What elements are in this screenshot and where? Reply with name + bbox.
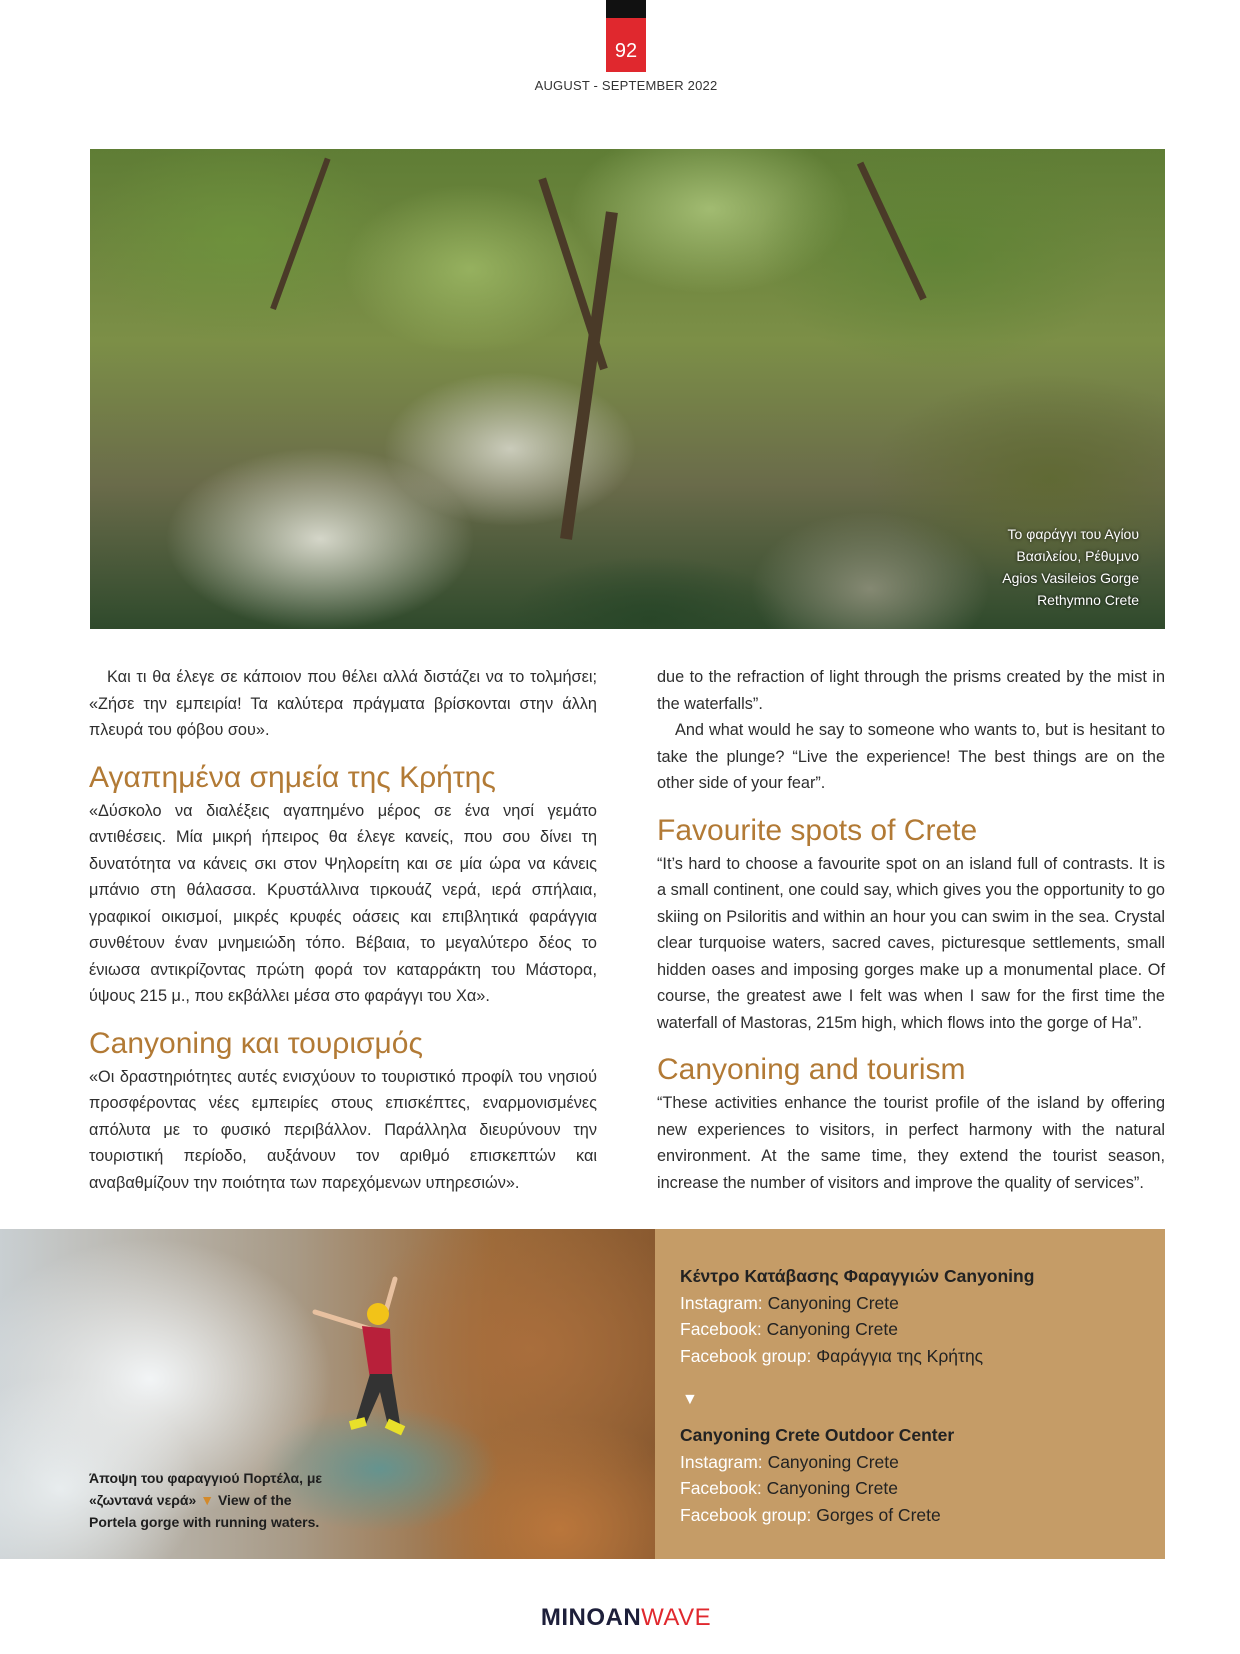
- caption-greek: Άποψη του φαραγγιού Πορτέλα, με «ζωντανά νερά»: [89, 1470, 323, 1508]
- canyoning-photo-caption: [89, 1467, 329, 1533]
- tree-branch: [270, 158, 330, 310]
- facebook-value[interactable]: Canyoning Crete: [766, 1319, 898, 1339]
- english-tourism-text: “These activities enhance the tourist profile of the island by offering new experiences to visitors, in perfect harmony with the natural environment. At the same time, they extend the tourist season, increase the number of visitors and improve the quality of services”.: [657, 1094, 1165, 1192]
- caption-line: Rethymno Crete: [1037, 592, 1139, 608]
- gorge-photo: [90, 149, 1165, 629]
- info-group-greek: [680, 1343, 1034, 1370]
- canyoning-photo: [0, 1229, 655, 1559]
- info-facebook-greek: [680, 1316, 1034, 1343]
- info-facebook-english: [680, 1475, 954, 1502]
- instagram-label: Instagram:: [680, 1451, 763, 1472]
- caption-line: Agios Vasileios Gorge: [1002, 570, 1139, 586]
- page-number: 92: [614, 40, 638, 62]
- caption-line: Το φαράγγι του Αγίου: [1007, 526, 1139, 542]
- logo-wave: WAVE: [641, 1604, 712, 1631]
- greek-heading-tourism: Canyoning και τουρισμός: [89, 1026, 423, 1060]
- facebook-group-value[interactable]: Gorges of Crete: [816, 1504, 941, 1525]
- caption-english: View of the Portela gorge with running waters.: [89, 1492, 320, 1530]
- facebook-group-label: Facebook group:: [680, 1504, 812, 1525]
- english-continuation: due to the refraction of light through the prisms created by the mist in the waterfalls”.: [657, 668, 1165, 713]
- info-title-greek: Κέντρο Κατάβασης Φαραγγιών Canyoning: [680, 1266, 1035, 1286]
- info-group-english: [680, 1502, 954, 1529]
- greek-intro: Και τι θα έλεγε σε κάποιον που θέλει αλλά διστάζει να το τολμήσει; «Ζήσε την εμπειρία! Τα καλύτερα πράγματα βρίσκονται στην άλλη πλευρά του φόβου σου».: [89, 668, 597, 739]
- instagram-label: Instagram:: [680, 1292, 763, 1313]
- facebook-label: Facebook:: [680, 1478, 762, 1498]
- page-tab-top: [606, 0, 646, 18]
- facebook-label: Facebook:: [680, 1319, 762, 1339]
- caption-arrow-icon: ▼: [200, 1492, 215, 1508]
- english-advice: And what would he say to someone who wants to, but is hesitant to take the plunge? “Live the experience! The best things are on the other side of your fear”.: [657, 721, 1165, 792]
- english-spots-text: “It’s hard to choose a favourite spot on an island full of contrasts. It is a small continent, one could say, which gives you the opportunity to go skiing on Psiloritis and within an hour you can swim in the sea. Crystal clear turquoise waters, sacred caves, picturesque settlements, small hidden oases and imposing gorges make up a monumental place. Of course, the greatest awe I felt was when I saw for the first time the waterfall of Mastoras, 215m high, which flows into the gorge of Ha”.: [657, 854, 1165, 1032]
- greek-spots-text: «Δύσκολο να διαλέξεις αγαπημένο μέρος σε ένα νησί γεμάτο αντιθέσεις. Μία μικρή ήπειρος θα έλεγε κανείς, που σου δίνει τη δυνατότητα να κάνεις σκι στον Ψηλορείτη και σε μία ώρα να κάνεις μπάνιο στη θάλασσα. Κρυστάλλινα τιρκουάζ νερά, ιερά σπήλαια, γραφικοί οικισμοί, μικρές κρυφές οάσεις και επιβλητικά φαράγγια συνθέτουν έναν μνημειώδη τόπο. Βέβαια, το μεγαλύτερο δέος το ένιωσα αντικρίζοντας πρώτη φορά τον καταρράκτη του Μάστορα, ύψους 215 μ., που εκβάλλει μέσα στο φαράγγι του Χα».: [89, 801, 597, 1005]
- magazine-logo: [0, 1604, 1240, 1632]
- facebook-group-value[interactable]: Φαράγγια της Κρήτης: [816, 1345, 984, 1366]
- greek-tourism-text: «Οι δραστηριότητες αυτές ενισχύουν το τουριστικό προφίλ του νησιού προσφέροντας νέες εμπειρίες στους επισκέπτες, εναρμονισμένες απόλυτα με το φυσικό περιβάλλον. Παράλληλα διευρύνουν την τουριστική περίοδο, αυξάνουν τον αριθμό επισκεπτών και αναβαθμίζουν την ποιότητα των παρεχόμενων υπηρεσιών».: [89, 1067, 597, 1192]
- info-block-greek: [680, 1263, 1034, 1369]
- issue-date: AUGUST - SEPTEMBER 2022: [534, 78, 718, 93]
- instagram-value[interactable]: Canyoning Crete: [767, 1451, 899, 1472]
- info-block-english: [680, 1422, 954, 1528]
- greek-column: [89, 664, 597, 1196]
- facebook-value[interactable]: Canyoning Crete: [766, 1478, 898, 1498]
- page-tab: [606, 0, 646, 72]
- tree-branch: [857, 162, 927, 301]
- photo-caption: [1002, 523, 1139, 611]
- greek-heading-spots: Αγαπημένα σημεία της Κρήτης: [89, 760, 496, 794]
- english-column: [657, 664, 1165, 1196]
- info-instagram-greek: [680, 1290, 1034, 1317]
- jumper-figure: [300, 1274, 430, 1454]
- logo-minoan: MINOAN: [540, 1604, 642, 1631]
- instagram-value[interactable]: Canyoning Crete: [767, 1292, 899, 1313]
- info-title-english: Canyoning Crete Outdoor Center: [680, 1425, 955, 1445]
- caption-line: Βασιλείου, Ρέθυμνο: [1016, 548, 1139, 564]
- divider-arrow-icon: ▼: [682, 1391, 698, 1408]
- english-heading-tourism: Canyoning and tourism: [657, 1053, 966, 1086]
- info-box: [655, 1229, 1165, 1559]
- info-instagram-english: [680, 1449, 954, 1476]
- english-heading-spots: Favourite spots of Crete: [657, 813, 978, 847]
- facebook-group-label: Facebook group:: [680, 1345, 812, 1366]
